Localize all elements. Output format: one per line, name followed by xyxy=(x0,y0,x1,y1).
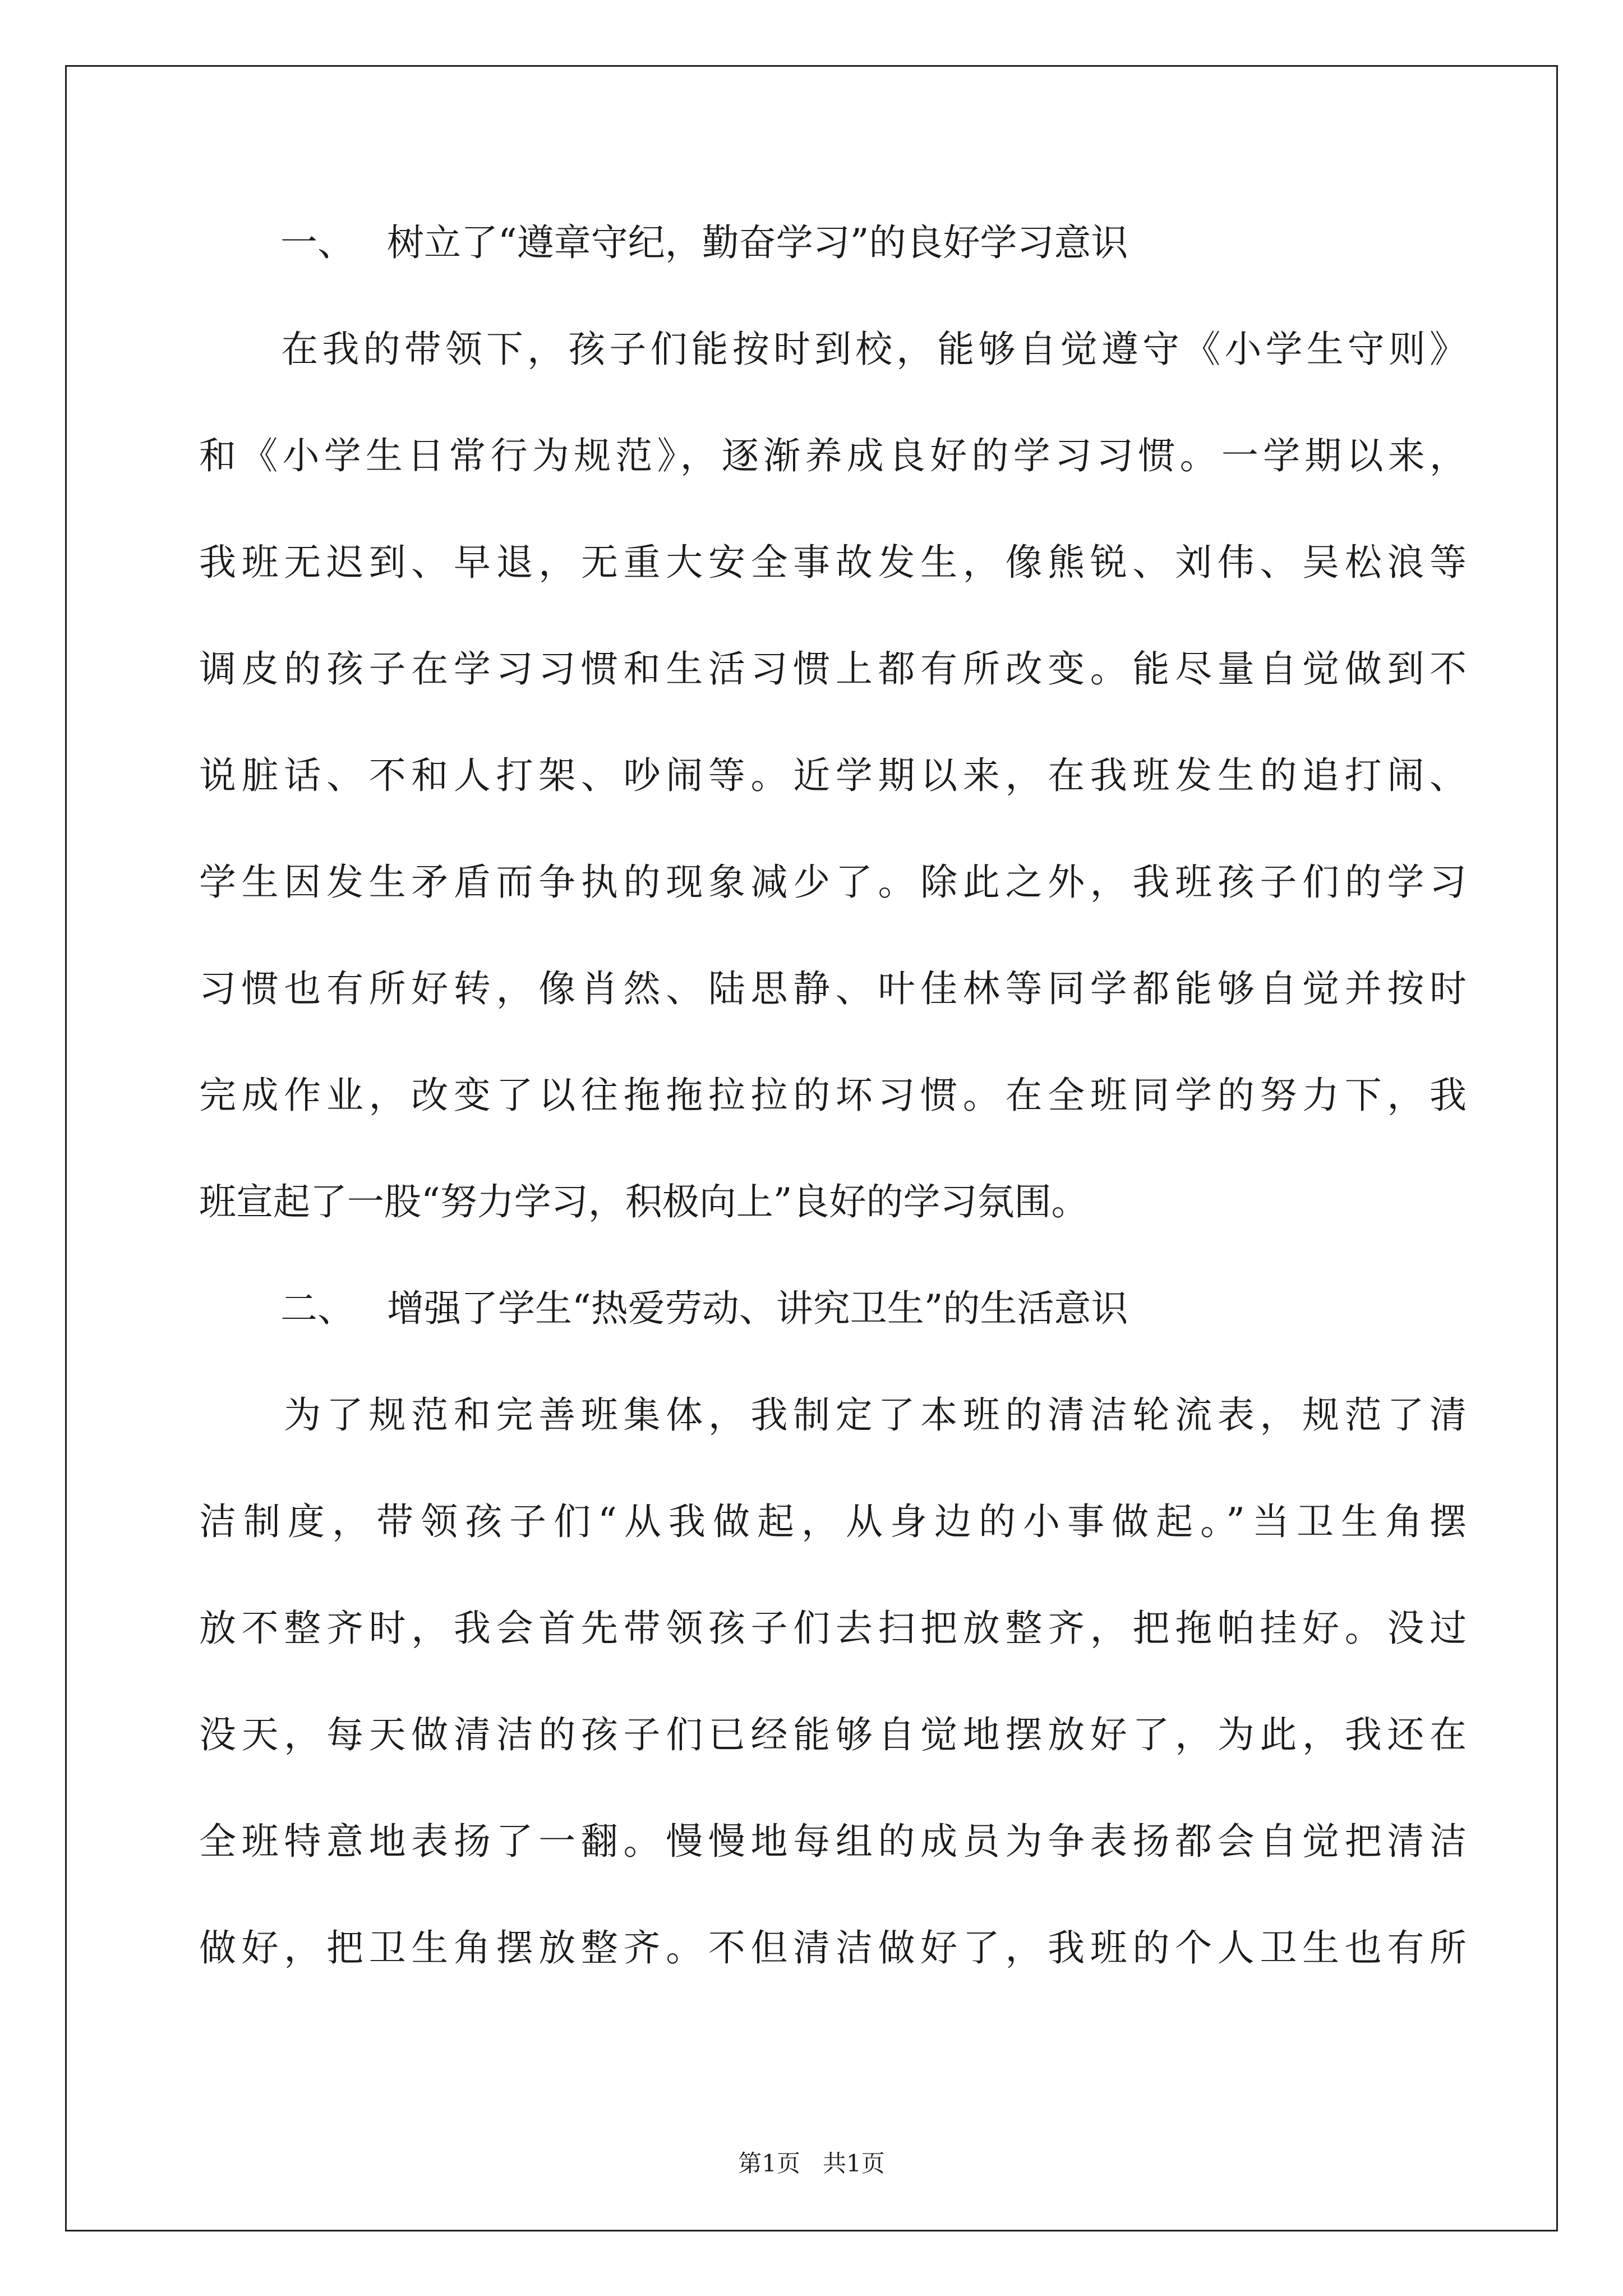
paragraph-line: 我班无迟到、早退，无重大安全事故发生，像熊锐、刘伟、吴松浪等 xyxy=(199,541,1467,584)
heading-number: 一、 xyxy=(280,221,354,264)
paragraph-line: 洁制度，带领孩子们“从我做起，从身边的小事做起。”当卫生角摆 xyxy=(199,1500,1467,1543)
paragraph-line: 和《小学生日常行为规范》，逐渐养成良好的学习习惯。一学期以来， xyxy=(199,434,1467,477)
paragraph-line: 没天，每天做清洁的孩子们已经能够自觉地摆放好了，为此，我还在 xyxy=(199,1713,1467,1756)
paragraph-line: 为了规范和完善班集体，我制定了本班的清洁轮流表，规范了清 xyxy=(199,1393,1467,1437)
paragraph-line: 调皮的孩子在学习习惯和生活习惯上都有所改变。能尽量自觉做到不 xyxy=(199,647,1467,691)
paragraph-line: 完成作业，改变了以往拖拖拉拉的坏习惯。在全班同学的努力下，我 xyxy=(199,1074,1467,1117)
page-border xyxy=(65,65,1558,2231)
section-heading-2 xyxy=(280,1283,1128,1334)
paragraph-line: 全班特意地表扬了一翻。慢慢地每组的成员为争表扬都会自觉把清洁 xyxy=(199,1820,1467,1863)
paragraph-line: 学生因发生矛盾而争执的现象减少了。除此之外，我班孩子们的学习 xyxy=(199,861,1467,904)
section-heading-1 xyxy=(280,218,1128,268)
paragraph-line: 在我的带领下，孩子们能按时到校，能够自觉遵守《小学生守则》 xyxy=(199,328,1467,371)
page-number: 第1页 xyxy=(738,2150,800,2177)
paragraph-line: 班宣起了一股“努力学习，积极向上”良好的学习氛围。 xyxy=(199,1180,1089,1223)
paragraph-line: 放不整齐时，我会首先带领孩子们去扫把放整齐，把拖帕挂好。没过 xyxy=(199,1607,1467,1650)
heading-text: 树立了“遵章守纪，勤奋学习”的良好学习意识 xyxy=(387,221,1128,264)
heading-number: 二、 xyxy=(280,1287,354,1330)
page-total: 共1页 xyxy=(823,2150,885,2177)
page-footer xyxy=(0,2145,1623,2179)
paragraph-line: 习惯也有所好转，像肖然、陆思静、叶佳林等同学都能够自觉并按时 xyxy=(199,967,1467,1010)
heading-text: 增强了学生“热爱劳动、讲究卫生”的生活意识 xyxy=(387,1287,1128,1330)
paragraph-line: 做好，把卫生角摆放整齐。不但清洁做好了，我班的个人卫生也有所 xyxy=(199,1926,1467,1970)
paragraph-line: 说脏话、不和人打架、吵闹等。近学期以来，在我班发生的追打闹、 xyxy=(199,754,1467,797)
